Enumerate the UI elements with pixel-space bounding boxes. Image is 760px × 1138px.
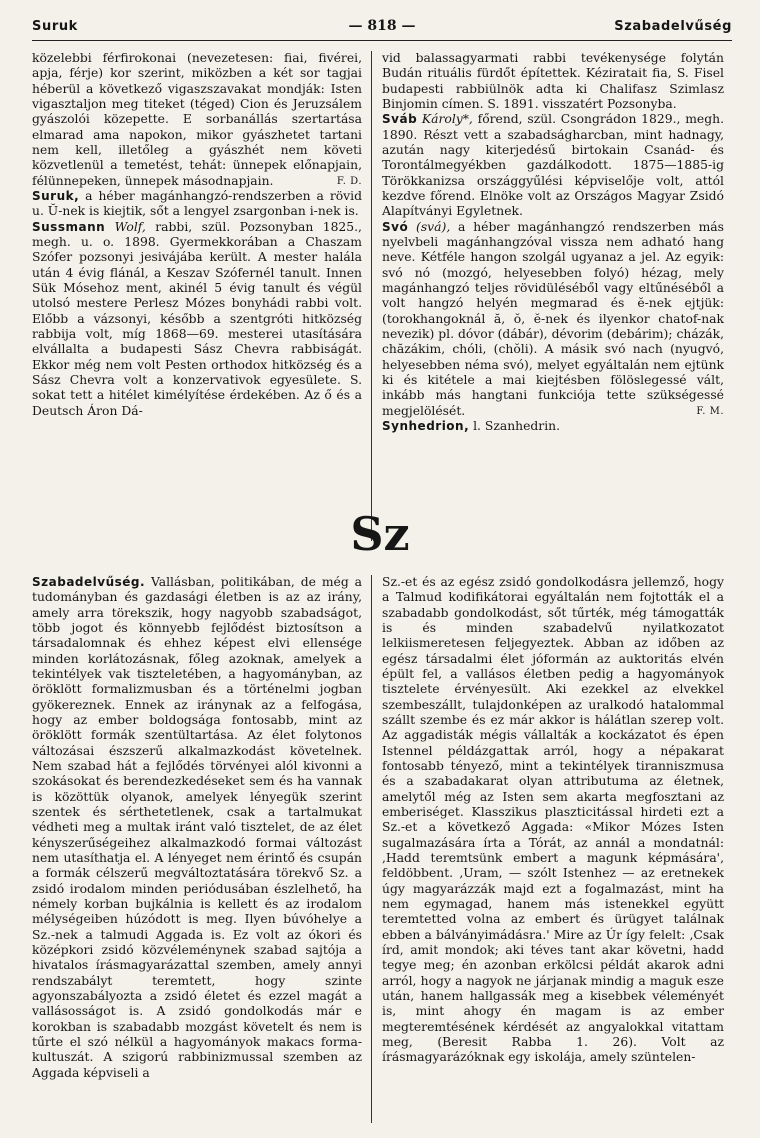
- entry-text: közelebbi férfirokonai (nevezetesen: fiai, fivérei, apja, férje) kor szerint, miközben a két sor tagjai héberül a következő vigaszszavakat mondják: Isten vigasztaljon meg titeket (téged) Cion és Jeruzsálem gyászolói közepette. E sorbanállás szertartása elmarad ama napokon, mikor gyászhetet tartani nem kell, illetőleg a gyászhét nem követi közvetlenül a temetést, tehát: ünnepek előnapjain, félünnepeken, ünnepek másodnapjain.: [32, 51, 362, 188]
- entry-svab: [382, 112, 724, 219]
- column-top-right: [382, 51, 724, 434]
- entry-text: a héber magánhangzó rendszerben más nyelvbeli magánhangzóval vissza nem adható hang neve. Kétféle hangon szolgál ugyanaz a jel. Az egyik: svó nó (mozgó, helyesebben folyó) hézag, mely magánhangzó teljes rövidüléséből vagy eltűnéséből a volt hangzó helyén megmarad és ĕ-nek ejtjük: (torokhangoknál ă, ŏ, ĕ-nek és ilyenkor chatof-nak nevezik) pl. dóvor (dábár), dévorim (debárim); cházák, chăzákim, chóli, (chŏli). A másik svó nach (nyugvó, helyesebben néma svó), melyet egyáltalán nem ejtünk ki és kitétele a mai kiejtésben fölöslegessé vált, inkább más hangtani funkciója tette szükségessé megjelölését.: [382, 219, 724, 418]
- running-header: [32, 18, 732, 41]
- entry-text: a héber magánhangzó-rendszerben a rövid u. Ŭ-nek is kiejtik, sőt a lengyel zsargonban i-nek is.: [32, 188, 362, 219]
- headword-given-name: Károly*,: [417, 112, 473, 127]
- headword: Sussmann: [32, 219, 106, 234]
- headword-variant: (svá),: [408, 219, 451, 234]
- entry-text: Vallásban, politikában, de még a tudományban és gazdasági életben is az az irány, amely arra törekszik, hogy nagyobb szabadságot, több jogot és könnyebb fejlődést biztosítson a társadalomnak és ehhez képest elvi ellensége minden korlátozásnak, főleg azoknak, amelyek a tekintélyek vak tiszteletében, a hagyományban, az öröklött formalizmusban és a történelmi jogban gyökereznek. Ennek az iránynak az a felfogása, hogy az ember boldogsága fontosabb, mint az öröklött formák szentültartása. Az élet folytonos változásai észszerű alkalmazkodást követelnek. Nem szabad hát a fejlődés törvényei alól kivonni a szokásokat és berendezkedéseket sem és ha vannak is közöttük olyanok, amelyek lényegük szerint szentek és sérthetetlenek, csak a tartalmukat védheti meg a multak iránt való tisztelet, de az élet kényszerűségeihez alkalmazkodó formai változást nem utasíthatja el. A lényeget nem érintő és csupán a formák célszerű megváltoztatására törekvő Sz. a zsidó irodalom minden periódusában észlelhető, ha némely korban bujkálnia is kellett és az irodalom mélységeiben húzódott is meg. Ilyen búvóhelye a Sz.-nek a talmudi Aggada is. Ez volt az ókori és középkori zsidó közvéleménynek szabad sajtója a hivatalos írásmagyarázattal szemben, amely annyi rendszabályt teremtett, hogy szinte agyonszabályozta a zsidó életet és ezzel magát a vallásosságot is. A zsidó gondolkodás már e korokban is szabadabb mozgást követelt és nem is tűrte el szó nélkül a hagyományok makacs forma-kultuszát. A szigorú rabbinizmussal szemben az Aggada képviseli a: [32, 575, 362, 1080]
- page-number: — 818 —: [348, 18, 416, 34]
- entry-text: rabbi, szül. Pozsonyban 1825., megh. u. o. 1898. Gyermekkorában a Chaszam Szófer pozsonyi jesivájába került. A mester halála után 4 évig flánál, a Keszav Szófernél tanult. Innen Sük Mósehoz ment, akinél 5 évig tanult és végül utolsó mestere Perlesz Mózes bonyhádi rabbi volt. Előbb a vázsonyi, később a szentgróti hitközség rabbija volt, míg 1868—69. mesterei utasítására elvállalta a budapesti Sász Chevra rabbiságát. Ekkor még nem volt Pesten orthodox hitközség és a Sász Chevra volt a konzervativok egyesülete. S. sokat tett a hitélet kimélyítése érdekében. Az ő és a Deutsch Áron Dá-: [32, 219, 362, 418]
- entry-text: l. Szanhedrin.: [469, 418, 561, 433]
- column-bottom-right: [382, 575, 724, 1066]
- entry-szabadelvuseg: [32, 575, 362, 1081]
- section-title: Sz: [350, 507, 410, 561]
- entry-svo: [382, 220, 724, 419]
- author-signature: F. M.: [696, 405, 724, 417]
- entry-suruk: [32, 189, 362, 220]
- entry-text: főrend, szül. Csongrádon 1829., megh. 1890. Részt vett a szabadságharcban, mint hadnagy, azután nagy kiterjedésű birtokain Csanád- és Torontálmegyékben gazdálkodott. 1875—1885-ig Törökkanizsa országgyűlési képviselője volt, attól kezdve főrend. Elnöke volt az Országos Magyar Zsidó Alapítványi Egyletnek.: [382, 112, 724, 219]
- entry-continuation: [382, 575, 724, 1066]
- entry-synhedrion: [382, 419, 724, 434]
- header-left-guideword: Suruk: [32, 19, 78, 34]
- header-right-guideword: Szabadelvűség: [614, 19, 732, 34]
- headword: Svó: [382, 219, 409, 234]
- author-signature: F. D.: [336, 175, 362, 187]
- entry-sussmann: [32, 220, 362, 419]
- headword: Sváb: [382, 112, 418, 127]
- headword: Suruk,: [32, 188, 80, 203]
- entry-continuation: [32, 51, 362, 189]
- column-bottom-left: [32, 575, 362, 1081]
- column-top-left: [32, 51, 362, 419]
- column-divider-bottom: [371, 575, 372, 1123]
- headword: Synhedrion,: [382, 418, 470, 433]
- headword-given-name: Wolf,: [105, 219, 146, 234]
- entry-text: Sz.-et és az egész zsidó gondolkodásra jellemző, hogy a Talmud kodifikátorai egyáltalán nem fojtották el a szabadabb gondolkodást, sőt tűrték, még támogatták is és minden szabadelvű nyilatkozatot lelkiismeretesen feljegyeztek. Abban az időben az egész társadalmi élet jóformán az auktoritás elvén épült fel, a vallásos életben pedig a hagyományok tisztelete érvényesült. Aki ezekkel az elvekkel szembeszállt, tulajdonképen az uralkodó hatalommal szállt szembe és ez már akkor is hálátlan szerep volt. Az aggadisták mégis vállalták a kockázatot és épen Istennel példázgattak arról, hogy a népakarat fontosabb tényező, mint a tekintélyek tiranniszmusa és a szabadakarat olyan attributuma az életnek, amelytől még az Isten sem akarta megfosztani az emberiséget. Klasszikus plaszticitással hirdeti ezt a Sz.-et a következő Aggada: «Mikor Mózes Isten sugalmazására írta a Tórát, az annál a mondatnál: ,Hadd teremtsünk embert a magunk képmására', feldöbbent. ,Uram, — szólt Istenhez — az eretnekek úgy magyarázzák majd ezt a fogalmazást, mint ha nem egymagad, hanem más istenekkel együtt teremtetted volna az embert és ürügyet találnak ebben a bálványimádásra.' Mire az Úr így felelt: ,Csak írd, amit mondok; aki téves tant akar követni, hadd tegye meg; én azonban erkölcsi példát akarok adni arról, hogy a nagyok ne járjanak mindig a maguk esze után, hanem hallgassák meg a kisebbek véleményét is, mint ahogy én magam is az ember megteremtésének kérdését az angyalokkal vitattam meg, (Beresit Rabba 1. 26). Volt az írásmagyarázóknak egy iskolája, amely szüntelen-: [382, 575, 724, 1065]
- headword: Szabadelvűség.: [32, 575, 146, 589]
- entry-continuation: [382, 51, 724, 112]
- entry-text: vid balassagyarmati rabbi tevékenysége folytán Budán rituális fürdőt építettek. Kéziratait fia, S. Fisel budapesti rabbiülnök adta ki Chalifasz Szimlasz Binjomin címen. S. 1891. visszatért Pozsonyba.: [382, 51, 724, 111]
- column-divider-top: [371, 51, 372, 541]
